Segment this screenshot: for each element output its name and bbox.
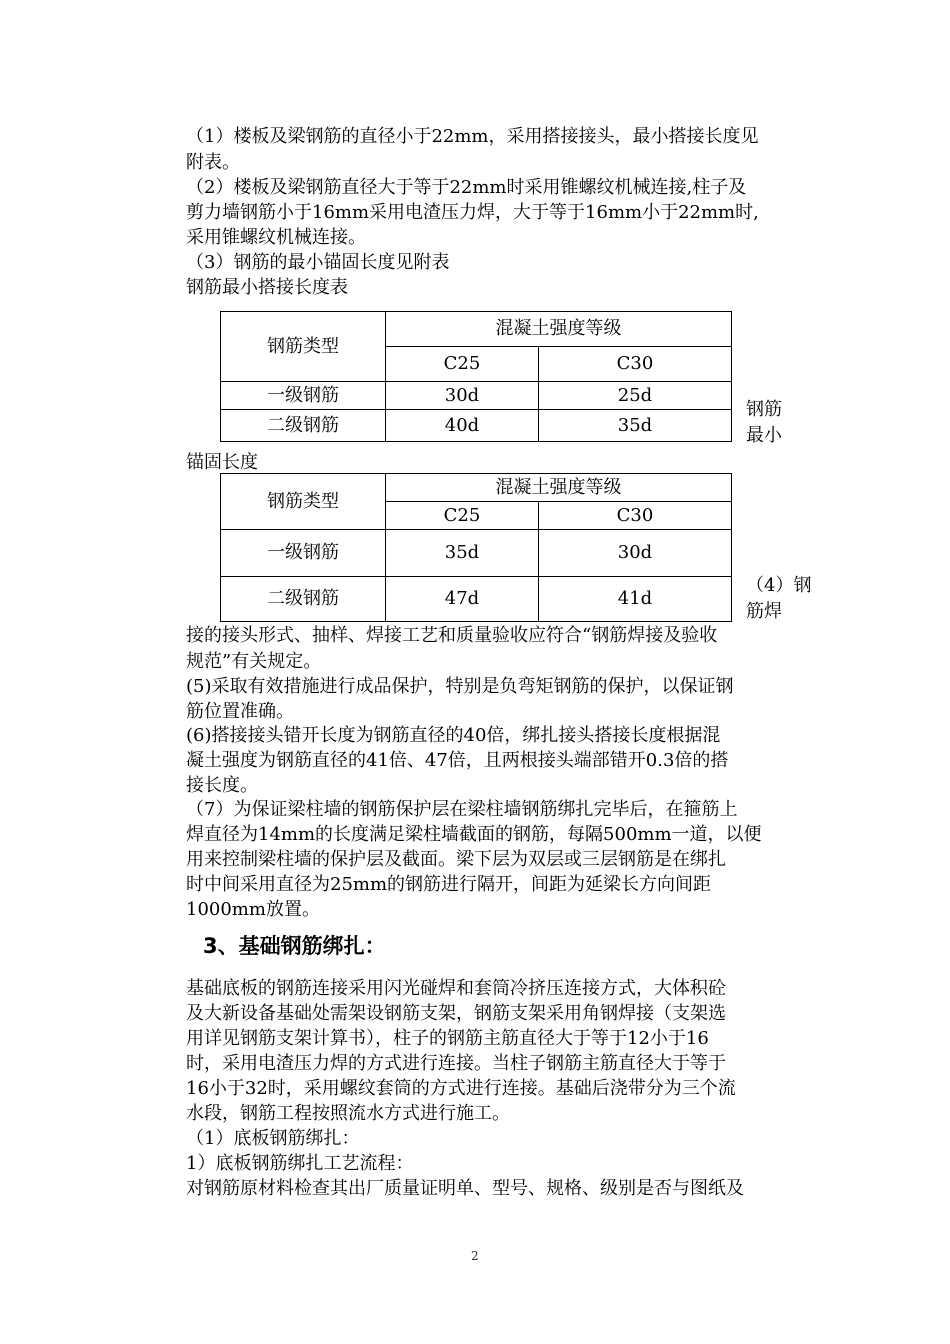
para1-line-2: 附表。 — [186, 152, 240, 173]
para6-line-2: 凝土强度为钢筋直径的41倍、47倍，且两根接头端部错开0.3倍的搭 — [186, 750, 729, 771]
table2-grade-c25: C25 — [386, 502, 539, 530]
para8-line-6: 水段，钢筋工程按照流水方式进行施工。 — [186, 1103, 510, 1124]
para4-line-2: 规范”有关规定。 — [186, 651, 322, 672]
table2-caption-line-2: 最小 — [746, 425, 782, 446]
para3-text: （3）钢筋的最小锚固长度见附表 — [186, 252, 450, 273]
para4-line-1: 接的接头形式、抽样、焊接工艺和质量验收应符合“钢筋焊接及验收 — [186, 625, 718, 646]
table1-row1-c30: 25d — [539, 382, 732, 410]
table-min-anchorage-length — [220, 473, 732, 622]
para9-text: （1）底板钢筋绑扎： — [186, 1128, 360, 1149]
table2-row1-c30: 30d — [539, 530, 732, 577]
table2-row1-c25: 35d — [386, 530, 539, 577]
para10-text: 1）底板钢筋绑扎工艺流程： — [186, 1153, 414, 1174]
para8-line-4: 时，采用电渣压力焊的方式进行连接。当柱子钢筋主筋直径大于等于 — [186, 1053, 726, 1074]
para8-line-3: 用详见钢筋支架计算书），柱子的钢筋主筋直径大于等于12小于16 — [186, 1028, 709, 1049]
table1-grade-c30: C30 — [539, 347, 732, 382]
para1-line-1: （1）楼板及梁钢筋的直径小于22mm，采用搭接接头，最小搭接长度见 — [186, 126, 759, 147]
para7-line-5: 1000mm放置。 — [186, 899, 320, 920]
table2-grade-c30: C30 — [539, 502, 732, 530]
para7-line-4: 时中间采用直径为25mm的钢筋进行隔开，间距为延梁长方向间距 — [186, 874, 712, 895]
table-min-lap-length — [220, 311, 732, 442]
table2-row1-type: 一级钢筋 — [221, 530, 386, 577]
table2-grade-header: 混凝土强度等级 — [386, 474, 732, 502]
para8-line-5: 16小于32时，采用螺纹套筒的方式进行连接。基础后浇带分为三个流 — [186, 1078, 736, 1099]
para4-side-line-2: 筋焊 — [746, 601, 782, 622]
section-heading: 3、基础钢筋绑扎： — [203, 934, 386, 958]
table2-row2-type: 二级钢筋 — [221, 577, 386, 622]
table2-row2-c25: 47d — [386, 577, 539, 622]
table1-grade-c25: C25 — [386, 347, 539, 382]
para7-line-2: 焊直径为14mm的长度满足梁柱墙截面的钢筋，每隔500mm一道，以便 — [186, 824, 762, 845]
para11-text: 对钢筋原材料检查其出厂质量证明单、型号、规格、级别是否与图纸及 — [186, 1178, 744, 1199]
table2-caption-line-3: 锚固长度 — [186, 452, 258, 473]
table2-row2-c30: 41d — [539, 577, 732, 622]
table1-row2-type: 二级钢筋 — [221, 410, 386, 442]
para2-line-2: 剪力墙钢筋小于16mm采用电渣压力焊，大于等于16mm小于22mm时, — [186, 202, 759, 223]
para2-line-1: （2）楼板及梁钢筋直径大于等于22mm时采用锥螺纹机械连接,柱子及 — [186, 177, 747, 198]
para7-line-1: （7）为保证梁柱墙的钢筋保护层在梁柱墙钢筋绑扎完毕后，在箍筋上 — [186, 799, 738, 820]
table1-row2-c30: 35d — [539, 410, 732, 442]
table2-caption-line-1: 钢筋 — [746, 399, 782, 420]
para7-line-3: 用来控制梁柱墙的保护层及截面。梁下层为双层或三层钢筋是在绑扎 — [186, 849, 726, 870]
page-number: 2 — [471, 1249, 479, 1263]
table1-type-header: 钢筋类型 — [221, 312, 386, 382]
para8-line-1: 基础底板的钢筋连接采用闪光碰焊和套筒冷挤压连接方式，大体积砼 — [186, 978, 726, 999]
para8-line-2: 及大新设备基础处需架设钢筋支架，钢筋支架采用角钢焊接（支架选 — [186, 1003, 726, 1024]
para5-line-1: (5)采取有效措施进行成品保护，特别是负弯矩钢筋的保护，以保证钢 — [186, 676, 734, 697]
table1-grade-header: 混凝土强度等级 — [386, 312, 732, 347]
para5-line-2: 筋位置准确。 — [186, 701, 294, 722]
table1-row1-c25: 30d — [386, 382, 539, 410]
table1-row2-c25: 40d — [386, 410, 539, 442]
table1-row1-type: 一级钢筋 — [221, 382, 386, 410]
table2-type-header: 钢筋类型 — [221, 474, 386, 530]
para4-side-line-1: （4）钢 — [746, 575, 812, 596]
table1-caption: 钢筋最小搭接长度表 — [186, 277, 348, 298]
para6-line-3: 接长度。 — [186, 775, 258, 796]
para2-line-3: 采用锥螺纹机械连接。 — [186, 227, 366, 248]
para6-line-1: (6)搭接接头错开长度为钢筋直径的40倍，绑扎接头搭接长度根据混 — [186, 725, 721, 746]
